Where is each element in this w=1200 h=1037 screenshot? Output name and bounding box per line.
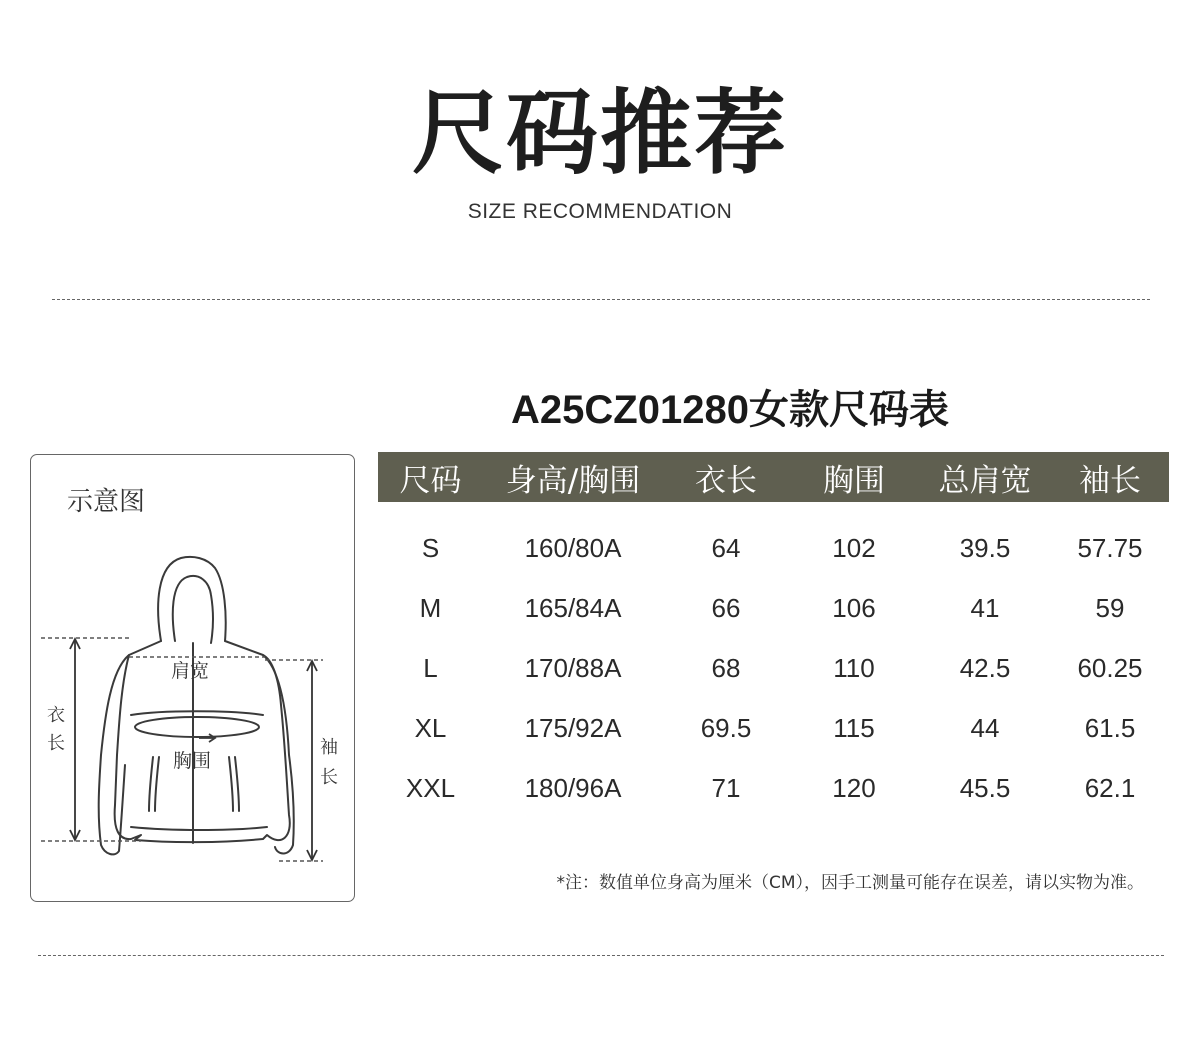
diagram-panel <box>30 454 355 902</box>
cell-height-chest: 175/92A <box>524 712 622 743</box>
cell-length: 69.5 <box>700 712 752 743</box>
left-sleeve <box>99 655 129 854</box>
table-row <box>378 518 1169 578</box>
cell-chest: 102 <box>832 532 876 563</box>
cell-chest: 110 <box>833 652 875 683</box>
left-pocket <box>149 757 159 811</box>
cell-height-chest: 180/96A <box>524 772 622 803</box>
chest-measure-ellipse <box>135 717 259 737</box>
cell-height-chest: 165/84A <box>524 592 622 623</box>
length-label-2: 长 <box>47 733 65 754</box>
cell-shoulder: 44 <box>970 712 1000 743</box>
size-table <box>378 452 1169 818</box>
page-title: 尺码推荐 <box>411 80 788 187</box>
header-length: 衣长 <box>695 462 757 499</box>
table-row <box>378 698 1169 758</box>
cell-length: 64 <box>711 532 741 563</box>
table-header-row <box>378 452 1169 502</box>
cell-shoulder: 42.5 <box>959 652 1011 683</box>
header-chest: 胸围 <box>823 462 885 499</box>
page-subtitle: SIZE RECOMMENDATION <box>467 200 733 223</box>
cell-shoulder: 39.5 <box>959 532 1011 563</box>
header-size: 尺码 <box>399 462 462 499</box>
measurement-note: *注：数值单位身高为厘米（CM），因手工测量可能存在误差，请以实物为准。 <box>556 873 1144 893</box>
shoulder-label: 肩宽 <box>171 660 210 682</box>
chest-label: 胸围 <box>173 750 212 772</box>
table-row <box>378 578 1169 638</box>
cell-size: M <box>419 592 442 623</box>
cell-height-chest: 170/88A <box>524 652 622 683</box>
cell-chest: 106 <box>832 592 876 623</box>
cell-shoulder: 45.5 <box>959 772 1011 803</box>
cell-height-chest: 160/80A <box>524 532 622 563</box>
cell-size: XL <box>414 712 447 743</box>
cell-length: 71 <box>711 772 741 803</box>
cell-sleeve: 60.25 <box>1077 652 1143 683</box>
chest-seam <box>131 711 263 715</box>
table-row <box>378 638 1169 698</box>
header-height-chest: 身高/胸围 <box>505 462 641 499</box>
cell-chest: 120 <box>832 772 876 803</box>
cell-chest: 115 <box>833 712 875 743</box>
header-sleeve: 袖长 <box>1079 462 1141 499</box>
cell-size: L <box>423 652 438 683</box>
hood-opening <box>173 576 213 643</box>
table-row <box>378 758 1169 818</box>
size-chart-title: A25CZ01280女款尺码表 <box>511 388 949 432</box>
length-label-1: 衣 <box>47 705 65 726</box>
sleeve-label-1: 袖 <box>320 737 338 758</box>
cell-size: S <box>421 532 440 563</box>
cell-length: 66 <box>711 592 741 623</box>
diagram-label: 示意图 <box>67 487 146 517</box>
cell-size: XXL <box>405 772 456 803</box>
table-body <box>378 518 1169 818</box>
hem-band <box>131 827 267 830</box>
top-divider <box>52 299 1150 300</box>
header-shoulder: 总肩宽 <box>938 462 1032 499</box>
cell-sleeve: 59 <box>1095 592 1125 623</box>
cell-sleeve: 62.1 <box>1084 772 1136 803</box>
cell-sleeve: 57.75 <box>1077 532 1143 563</box>
cell-shoulder: 41 <box>970 592 1000 623</box>
cell-length: 68 <box>711 652 741 683</box>
bottom-divider <box>38 955 1164 956</box>
cell-sleeve: 61.5 <box>1084 712 1136 743</box>
chest-arrow <box>199 734 215 742</box>
jacket-diagram <box>31 455 356 903</box>
sleeve-label-2: 长 <box>320 767 338 788</box>
right-pocket <box>229 757 239 811</box>
hood-outline <box>158 557 226 641</box>
